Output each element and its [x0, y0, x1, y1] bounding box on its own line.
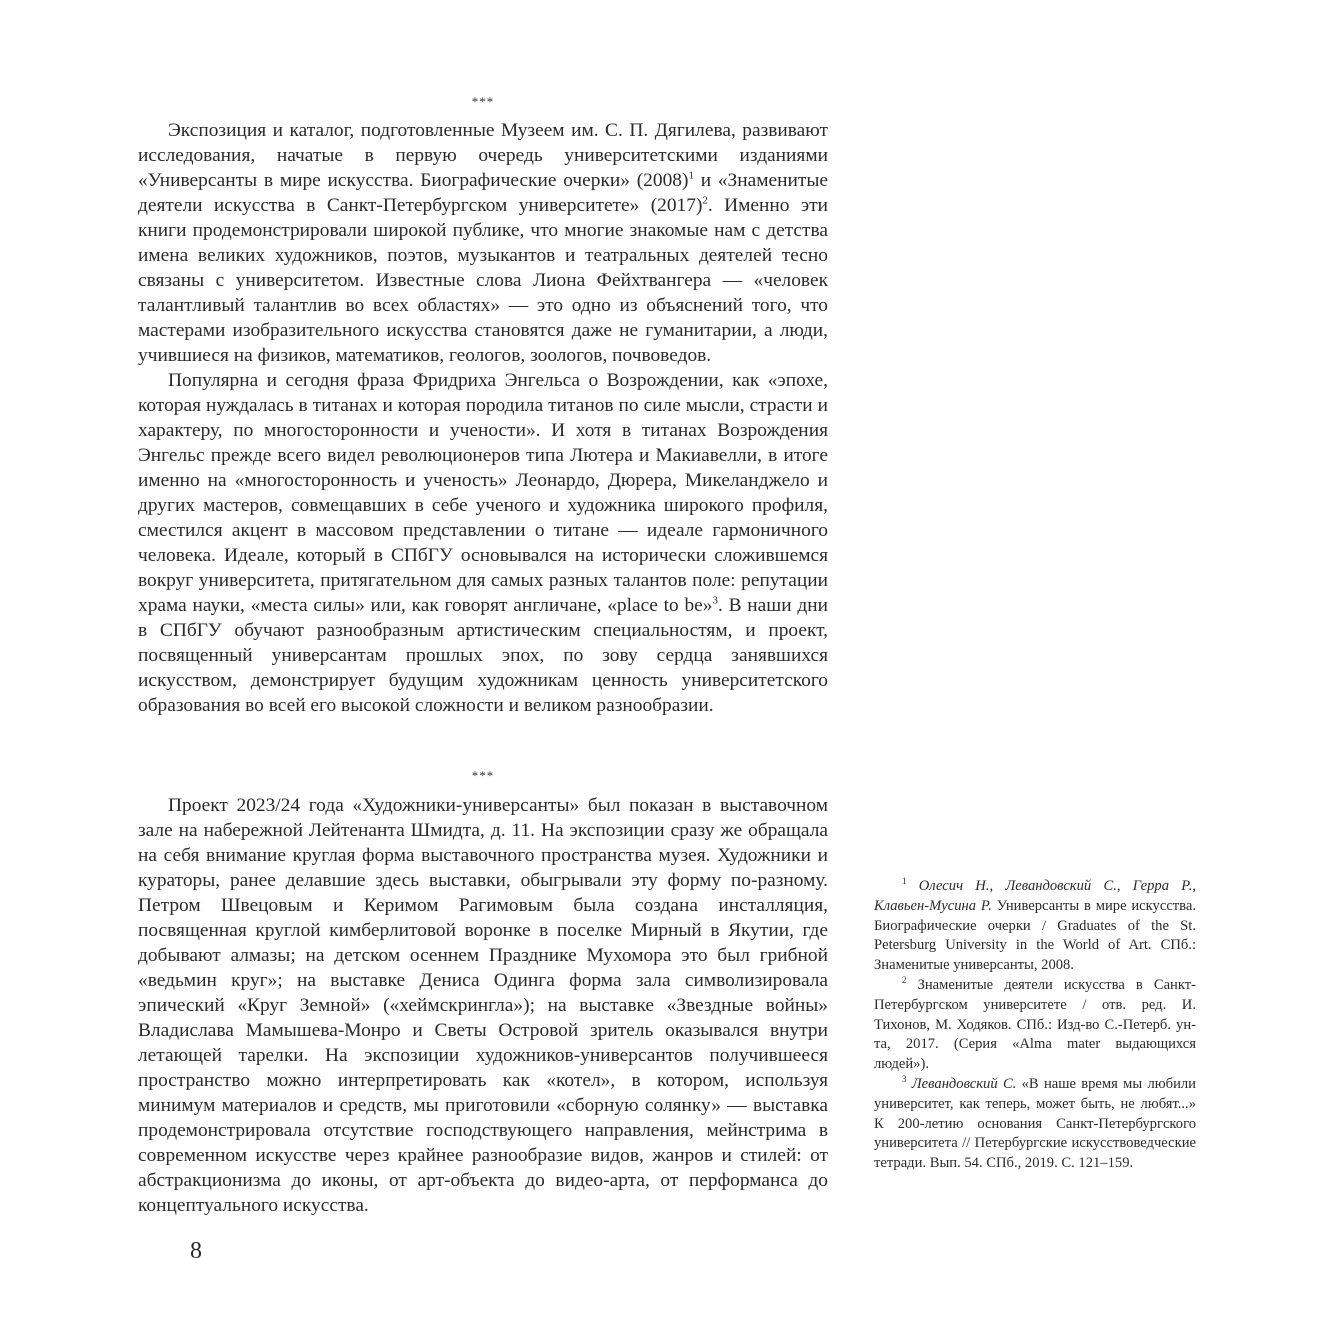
footnote-ref-1[interactable]: 1 [688, 169, 694, 182]
footnote-1: $^1$ Олесич Н., Левандовский С., Герра Р., Клавьен-Мусина Р. Универсанты в мире искусства. Биографические очерки / Graduates of the St. Petersburg University in the World of Art. СПб.: Знаменитые универсанты, 2008. [874, 876, 1196, 974]
section-separator: *** [471, 768, 495, 783]
section-1 [138, 118, 828, 718]
section-2 [138, 793, 828, 1218]
footnote-2: $^2$ Знаменитые деятели искусства в Санкт-Петербургском университете / отв. ред. И. Тихонов, М. Ходяков. СПб.: Изд-во С.-Петерб. ун-та, 2017. (Серия «Alma mater выдающихся людей»). [874, 975, 1196, 1073]
paragraph: Проект 2023/24 года «Художники-универсанты» был показан в выставочном зале на набережной Лейтенанта Шмидта, д. 11. На экспозиции сразу же обращала на себя внимание круглая форма выставочного пространства музея. Художники и кураторы, ранее делавшие здесь выставки, обыгрывали эту форму по-разному. Петром Швецовым и Керимом Рагимовым была создана инсталляция, посвященная круглой кимберлитовой воронке в поселке Мирный в Якутии, где добывают алмазы; на детском осеннем Празднике Мухомора это был грибной «ведьмин круг»; на выставке Дениса Одинга форма зала символизировала эпический «Круг Земной» («хеймскрингла»); на выставке «Звездные войны» Владислава Мамышева-Монро и Светы Островой зритель оказывался внутри летающей тарелки. На экспозиции художников-универсантов получившееся пространство можно интерпретировать как «котел», в котором, используя минимум материалов и средств, мы приготовили «сборную солянку» — выставка продемонстрировала отсутствие господствующего направления, мейнстрима в современном искусстве через крайнее разнообразие видов, жанров и стилей: от абстракционизма до иконы, от арт-объекта до видео-арта, от перформанса до концептуального искусства. [138, 795, 828, 1216]
footnote-3: $^3$ Левандовский С. «В наше время мы любили университет, как теперь, может быть, не любят...» К 200-летию основания Санкт-Петербургского университета // Петербургские искусствоведческие тетради. Вып. 54. СПб., 2019. С. 121–159. [874, 1074, 1196, 1172]
paragraph: Популярна и сегодня фраза Фридриха Энгельса о Возрождении, как «эпохе, которая нуждалась в титанах и которая породила титанов по силе мысли, страсти и характеру, по многосторонности и учености». И хотя в титанах Возрождения Энгельс прежде всего видел революционеров типа Лютера и Макиавелли, в итоге именно на «многосторонность и ученость» Леонардо, Дюрера, Микеланджело и других мастеров, совмещавших в себе ученого и художника широкого профиля, сместился акцент в массовом представлении о титане — идеале гармоничного человека. Идеале, который в СПбГУ основывался на исторически сложившемся вокруг университета, притягательном для самых разных талантов поле: репутации храма науки, «места силы» или, как говорят англичане, «place to be»$^3$. В наши дни в СПбГУ обучают разнообразным артистическим специальностям, и проект, посвященный универсантам прошлых эпох, по зову сердца занявшихся искусством, демонстрирует будущим художникам ценность университетского образования во всей его высокой сложности и великом разнообразии. [138, 370, 828, 716]
page-number: 8 [190, 1238, 202, 1264]
footnote-ref-3[interactable]: 3 [712, 594, 718, 607]
footnotes [874, 877, 1196, 1174]
section-separator: *** [471, 94, 495, 109]
footnote-ref-2[interactable]: 2 [702, 194, 708, 207]
paragraph: Экспозиция и каталог, подготовленные Музеем им. С. П. Дягилева, развивают исследования, начатые в первую очередь университетскими изданиями «Универсанты в мире искусства. Биографические очерки» $(2008)^1$ и «Знаменитые деятели искусства в Санкт-Петербургском университете» $(2017)^2$. Именно эти книги продемонстрировали широкой публике, что многие знакомые нам с детства имена великих художников, поэтов, музыкантов и театральных деятелей тесно связаны с университетом. Известные слова Лиона Фейхтвангера — «человек талантливый талантлив во всех областях» — это одно из объяснений того, что мастерами изобразительного искусства становятся даже не гуманитарии, а люди, учившиеся на физиков, математиков, геологов, зоологов, почвоведов. [138, 120, 829, 366]
